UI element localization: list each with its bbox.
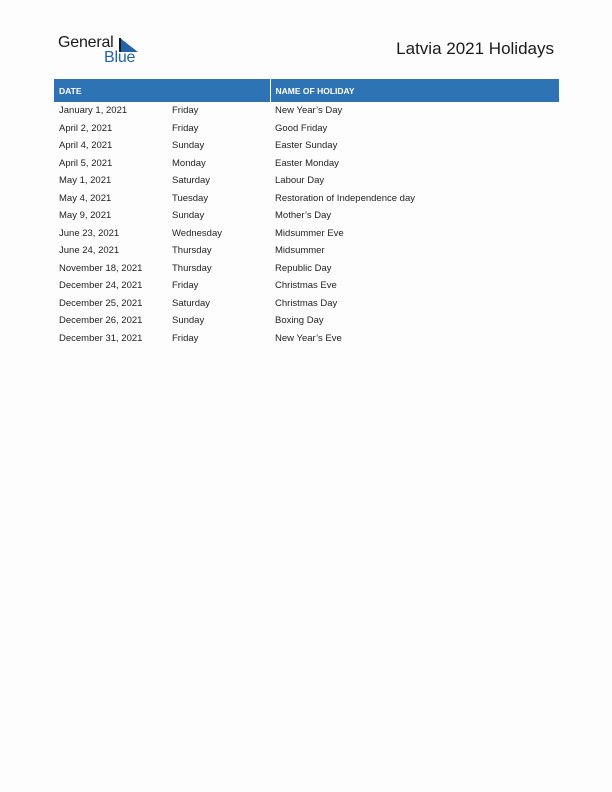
holiday-name-cell: Midsummer Eve — [275, 227, 344, 239]
holiday-date-cell: December 31, 2021 — [59, 332, 143, 344]
holiday-weekday-cell: Thursday — [172, 262, 212, 274]
table-row — [54, 295, 559, 313]
holiday-name-cell: Mother’s Day — [275, 210, 332, 222]
holiday-date-cell: December 26, 2021 — [59, 315, 143, 327]
holiday-name-cell: Labour Day — [275, 175, 325, 187]
table-body — [54, 102, 559, 347]
holiday-name-cell: Good Friday — [275, 122, 328, 134]
table-row — [54, 312, 559, 330]
holiday-name-cell: New Year’s Eve — [275, 332, 342, 344]
table-row — [54, 137, 559, 155]
holiday-date-cell: June 23, 2021 — [59, 227, 120, 239]
table-row — [54, 260, 559, 278]
holiday-name-cell: Easter Monday — [275, 157, 339, 169]
holiday-weekday-cell: Sunday — [172, 315, 205, 327]
table-row — [54, 120, 559, 138]
table-row — [54, 330, 559, 348]
holiday-weekday-cell: Monday — [172, 157, 206, 169]
holiday-name-cell: Midsummer — [275, 245, 325, 257]
holiday-name-cell: New Year’s Day — [275, 105, 343, 117]
holiday-date-cell: May 9, 2021 — [59, 210, 112, 222]
column-header-date: DATE — [54, 79, 270, 102]
holiday-weekday-cell: Friday — [172, 332, 199, 344]
holiday-weekday-cell: Friday — [172, 105, 199, 117]
holiday-weekday-cell: Sunday — [172, 140, 205, 152]
table-header-row — [54, 79, 559, 102]
holiday-weekday-cell: Friday — [172, 122, 199, 134]
holiday-date-cell: April 4, 2021 — [59, 140, 113, 152]
holiday-name-cell: Republic Day — [275, 262, 332, 274]
holidays-table — [54, 79, 559, 347]
holiday-name-cell: Restoration of Independence day — [275, 192, 415, 204]
holiday-date-cell: April 2, 2021 — [59, 122, 113, 134]
table-row — [54, 172, 559, 190]
column-header-holiday-name: NAME OF HOLIDAY — [270, 79, 559, 102]
holiday-date-cell: January 1, 2021 — [59, 105, 128, 117]
holiday-weekday-cell: Thursday — [172, 245, 212, 257]
table-row — [54, 277, 559, 295]
page-title: Latvia 2021 Holidays — [396, 39, 554, 58]
holiday-weekday-cell: Wednesday — [172, 227, 222, 239]
holiday-weekday-cell: Saturday — [172, 175, 211, 187]
holiday-date-cell: May 4, 2021 — [59, 192, 112, 204]
table-row — [54, 155, 559, 173]
holiday-name-cell: Christmas Day — [275, 297, 338, 309]
logo-text-blue: Blue — [104, 49, 136, 66]
holiday-date-cell: May 1, 2021 — [59, 175, 112, 187]
holiday-name-cell: Boxing Day — [275, 315, 324, 327]
holiday-weekday-cell: Sunday — [172, 210, 205, 222]
table-row — [54, 207, 559, 225]
table-row — [54, 242, 559, 260]
holiday-weekday-cell: Tuesday — [172, 192, 209, 204]
holiday-date-cell: December 24, 2021 — [59, 280, 143, 292]
holiday-date-cell: December 25, 2021 — [59, 297, 143, 309]
holiday-weekday-cell: Saturday — [172, 297, 211, 309]
table-row — [54, 102, 559, 120]
holiday-name-cell: Christmas Eve — [275, 280, 337, 292]
logo-text-general: General — [58, 34, 114, 51]
holiday-date-cell: June 24, 2021 — [59, 245, 120, 257]
holiday-weekday-cell: Friday — [172, 280, 199, 292]
holiday-date-cell: April 5, 2021 — [59, 157, 113, 169]
generalblue-logo — [58, 34, 148, 70]
holiday-date-cell: November 18, 2021 — [59, 262, 143, 274]
holiday-name-cell: Easter Sunday — [275, 140, 338, 152]
table-row — [54, 225, 559, 243]
table-row — [54, 190, 559, 208]
